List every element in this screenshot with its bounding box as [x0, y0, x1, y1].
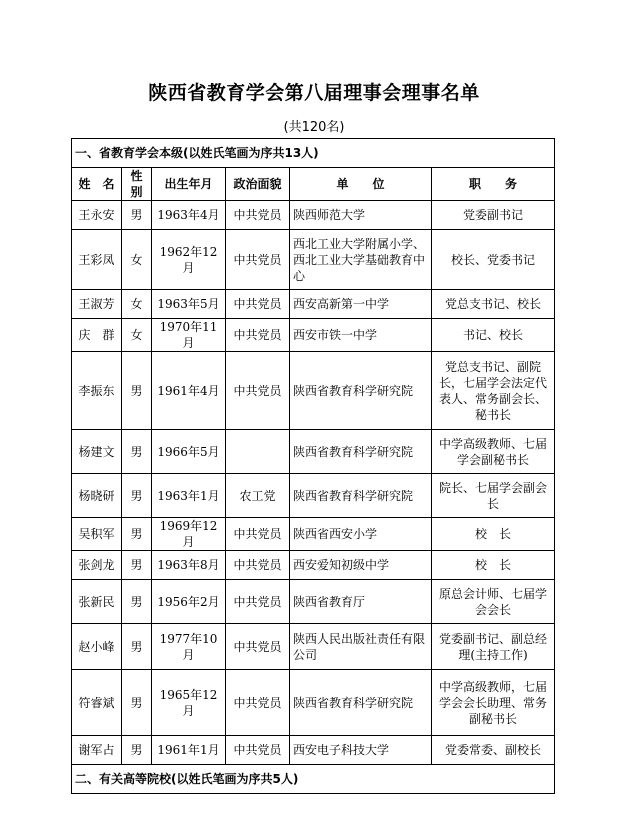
- member-birth: 1963年4月: [152, 201, 226, 230]
- member-gender: 男: [122, 474, 152, 518]
- member-party: 中共党员: [226, 624, 290, 670]
- member-party: 中共党员: [226, 518, 290, 551]
- member-gender: 男: [122, 624, 152, 670]
- member-position: 党总支书记、副院长，七届学会法定代表人、常务副会长、秘书长: [432, 352, 555, 430]
- member-unit: 西安电子科技大学: [290, 736, 432, 765]
- section-header-row: [72, 765, 555, 794]
- table-row: [72, 580, 555, 624]
- column-header-gender: 性别: [122, 168, 152, 201]
- member-gender: 女: [122, 230, 152, 290]
- member-position: 党委副书记: [432, 201, 555, 230]
- member-name: 吴积军: [72, 518, 122, 551]
- table-row: [72, 736, 555, 765]
- section-heading: 一、省教育学会本级(以姓氏笔画为序共13人): [72, 139, 555, 168]
- member-gender: 男: [122, 518, 152, 551]
- member-gender: 女: [122, 319, 152, 352]
- member-position: 校 长: [432, 551, 555, 580]
- section-heading: 二、有关高等院校(以姓氏笔画为序共5人): [72, 765, 555, 794]
- member-unit: 西安爱知初级中学: [290, 551, 432, 580]
- member-table: [71, 138, 555, 794]
- member-position: 书记、校长: [432, 319, 555, 352]
- member-party: 中共党员: [226, 736, 290, 765]
- member-unit: 陕西省教育厅: [290, 580, 432, 624]
- member-position: 中学高级教师、七届学会副秘书长: [432, 430, 555, 474]
- member-name: 赵小峰: [72, 624, 122, 670]
- member-name: 王淑芳: [72, 290, 122, 319]
- member-birth: 1965年12月: [152, 670, 226, 736]
- table-row: [72, 319, 555, 352]
- member-unit: 西安市铁一中学: [290, 319, 432, 352]
- member-gender: 男: [122, 201, 152, 230]
- member-birth: 1963年1月: [152, 474, 226, 518]
- member-birth: 1961年1月: [152, 736, 226, 765]
- member-birth: 1956年2月: [152, 580, 226, 624]
- member-name: 符睿斌: [72, 670, 122, 736]
- member-gender: 男: [122, 352, 152, 430]
- member-party: 中共党员: [226, 551, 290, 580]
- member-party: 中共党员: [226, 319, 290, 352]
- member-party: 中共党员: [226, 290, 290, 319]
- table-row: [72, 230, 555, 290]
- member-name: 庆 群: [72, 319, 122, 352]
- member-gender: 男: [122, 736, 152, 765]
- member-birth: 1963年5月: [152, 290, 226, 319]
- member-unit: 西北工业大学附属小学、西北工业大学基础教育中心: [290, 230, 432, 290]
- member-gender: 男: [122, 430, 152, 474]
- member-position: 中学高级教师，七届学会会长助理、常务副秘书长: [432, 670, 555, 736]
- section-header-row: [72, 139, 555, 168]
- member-gender: 男: [122, 670, 152, 736]
- member-party: 中共党员: [226, 670, 290, 736]
- member-birth: 1966年5月: [152, 430, 226, 474]
- member-name: 杨建文: [72, 430, 122, 474]
- member-party: 中共党员: [226, 580, 290, 624]
- member-party: [226, 430, 290, 474]
- column-header-row: [72, 168, 555, 201]
- member-name: 王彩凤: [72, 230, 122, 290]
- member-unit: 西安高新第一中学: [290, 290, 432, 319]
- member-name: 张剑龙: [72, 551, 122, 580]
- column-header-unit: 单 位: [290, 168, 432, 201]
- member-party: 中共党员: [226, 352, 290, 430]
- table-row: [72, 551, 555, 580]
- member-position: 校 长: [432, 518, 555, 551]
- member-position: 原总会计师、七届学会会长: [432, 580, 555, 624]
- table-row: [72, 670, 555, 736]
- member-birth: 1961年4月: [152, 352, 226, 430]
- member-unit: 陕西省教育科学研究院: [290, 352, 432, 430]
- column-header-party: 政治面貌: [226, 168, 290, 201]
- member-birth: 1977年10月: [152, 624, 226, 670]
- member-birth: 1970年11月: [152, 319, 226, 352]
- member-gender: 男: [122, 580, 152, 624]
- document-subtitle: (共120名): [283, 120, 345, 135]
- member-birth: 1969年12月: [152, 518, 226, 551]
- member-unit: 陕西人民出版社责任有限公司: [290, 624, 432, 670]
- column-header-birth: 出生年月: [152, 168, 226, 201]
- document-title: 陕西省教育学会第八届理事会理事名单: [148, 82, 480, 104]
- table-row: [72, 624, 555, 670]
- member-name: 王永安: [72, 201, 122, 230]
- table-row: [72, 201, 555, 230]
- member-birth: 1963年8月: [152, 551, 226, 580]
- member-birth: 1962年12月: [152, 230, 226, 290]
- member-gender: 男: [122, 551, 152, 580]
- member-position: 校长、党委书记: [432, 230, 555, 290]
- member-unit: 陕西省教育科学研究院: [290, 474, 432, 518]
- member-name: 张新民: [72, 580, 122, 624]
- member-name: 谢军占: [72, 736, 122, 765]
- column-header-position: 职 务: [432, 168, 555, 201]
- table-row: [72, 518, 555, 551]
- member-unit: 陕西省教育科学研究院: [290, 670, 432, 736]
- member-position: 党委副书记、副总经理(主持工作): [432, 624, 555, 670]
- member-name: 李振东: [72, 352, 122, 430]
- column-header-name: 姓 名: [72, 168, 122, 201]
- table-row: [72, 474, 555, 518]
- table-row: [72, 290, 555, 319]
- member-party: 农工党: [226, 474, 290, 518]
- member-unit: 陕西师范大学: [290, 201, 432, 230]
- member-party: 中共党员: [226, 201, 290, 230]
- member-name: 杨晓研: [72, 474, 122, 518]
- table-row: [72, 430, 555, 474]
- member-unit: 陕西省西安小学: [290, 518, 432, 551]
- member-party: 中共党员: [226, 230, 290, 290]
- member-position: 党委常委、副校长: [432, 736, 555, 765]
- table-row: [72, 352, 555, 430]
- member-gender: 女: [122, 290, 152, 319]
- member-position: 党总支书记、校长: [432, 290, 555, 319]
- member-unit: 陕西省教育科学研究院: [290, 430, 432, 474]
- member-position: 院长、七届学会副会长: [432, 474, 555, 518]
